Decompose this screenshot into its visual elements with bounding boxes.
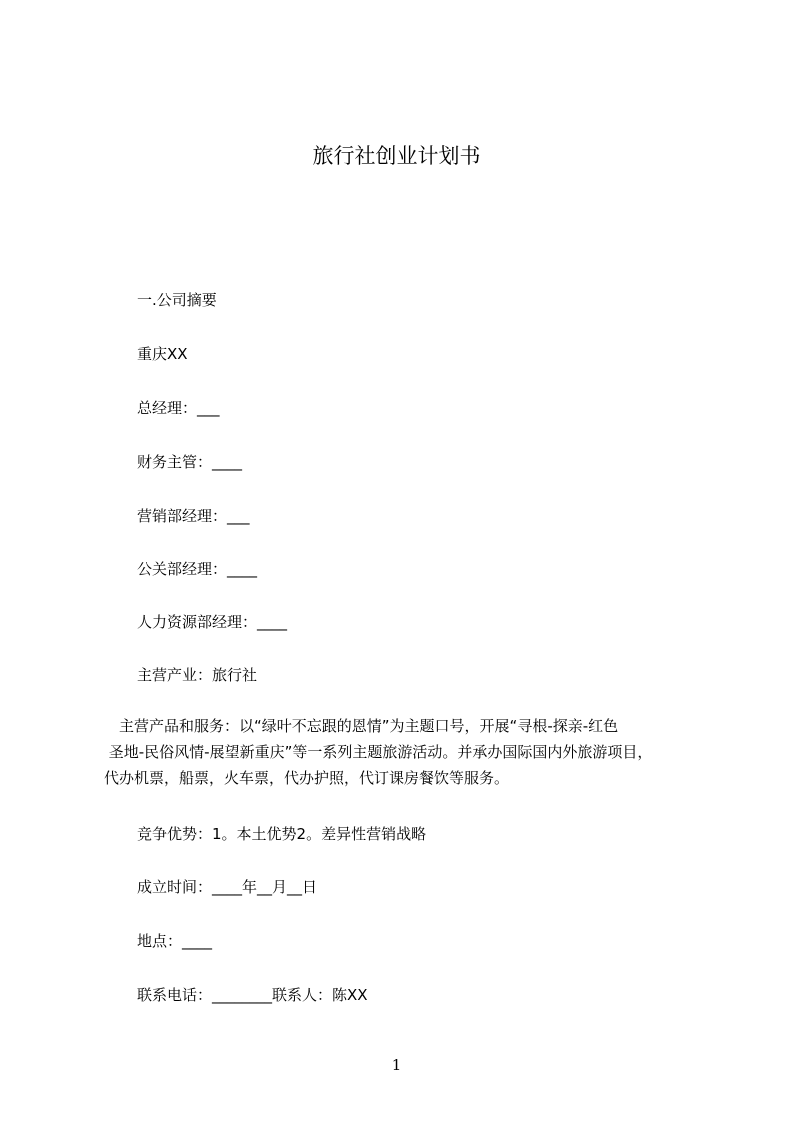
contact-line: 联系电话：________联系人：陈XX [137,986,368,1004]
established-date-line: 成立时间：____年__月__日 [137,878,318,896]
section-heading-company-summary: 一.公司摘要 [137,291,217,309]
hr-manager-line: 人力资源部经理：____ [137,613,288,631]
competitive-advantage-line: 竞争优势：1。本土优势2。差异性营销战略 [137,825,427,843]
products-services-paragraph [104,713,704,791]
document-title: 旅行社创业计划书 [312,144,481,168]
pr-manager-line: 公关部经理：____ [137,560,258,578]
marketing-manager-line: 营销部经理：___ [137,507,250,525]
paragraph-row: 圣地-民俗风情-展望新重庆”等一系列主题旅游活动。并承办国际国内外旅游项目， [104,743,653,761]
main-industry-line: 主营产业：旅行社 [137,666,258,684]
general-manager-line: 总经理：___ [137,399,220,417]
page-number: 1 [391,1056,402,1074]
location-line: 地点：____ [137,932,213,950]
company-name-line: 重庆XX [137,345,188,363]
paragraph-row: 主营产品和服务：以“绿叶不忘跟的恩情”为主题口号，开展“寻根-探亲-红色 [104,717,619,735]
paragraph-row: 代办机票，船票，火车票，代办护照，代订课房餐饮等服务。 [104,769,510,787]
finance-supervisor-line: 财务主管：____ [137,453,243,471]
